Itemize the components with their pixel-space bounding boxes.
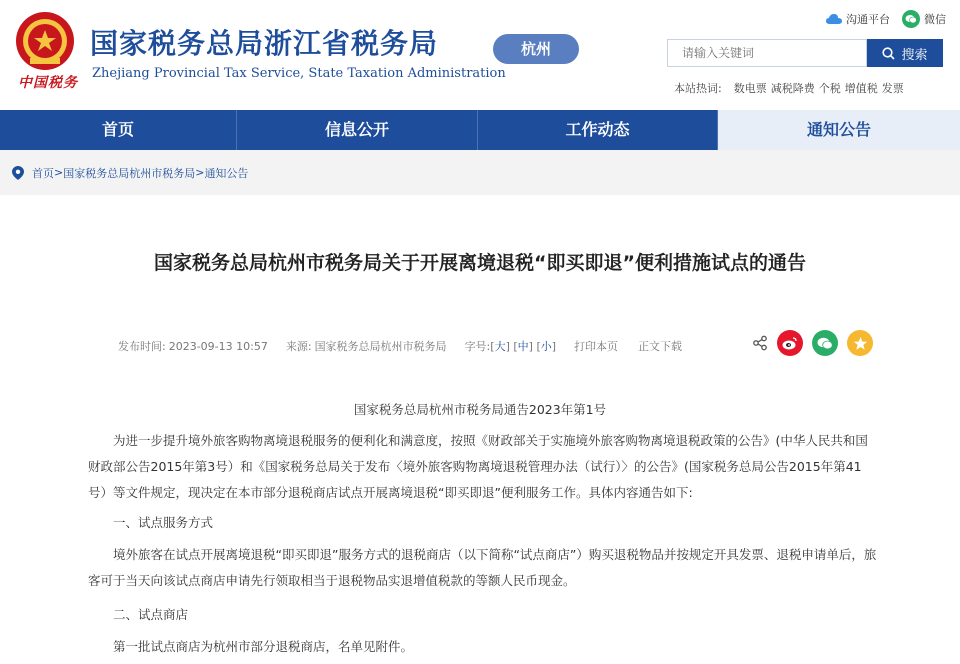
hot-word[interactable]: 发票 [881,82,904,95]
section-heading: 一、试点服务方式 [113,515,214,530]
weibo-icon[interactable] [777,330,803,356]
hot-word[interactable]: 增值税 [844,82,878,95]
hot-word[interactable]: 减税降费 [770,82,815,95]
font-size-small[interactable]: 小 [540,340,552,353]
main-nav [0,110,960,150]
publish-label: 发布时间: [118,340,166,353]
cloud-icon [826,14,842,24]
font-size-bracket: ] [ [528,339,541,353]
breadcrumb-hangzhou-bureau[interactable]: 国家税务总局杭州市税务局 [63,166,196,180]
article-paragraph: 境外旅客在试点开展离境退税“即买即退”服务方式的退税商店（以下简称“试点商店”）购买退税物品并按规定开具发票、退税申请单后，旅客可于当天向该试点商店申请先行领取相当于退税物品实退增值税款的等额人民币现金。 [88,547,877,588]
search-button-label: 搜索 [901,47,928,63]
article-paragraph: 为进一步提升境外旅客购物离境退税服务的便利化和满意度，按照《财政部关于实施境外旅客购物离境退税政策的公告》(中华人民共和国财政部公告2015年第3号）和《国家税务总局关于发布〈境外旅客购物离境退税管理办法（试行）〉的公告》(国家税务总局公告2015年第41号）等文件规定，现决定在本市部分退税商店试点开展离境退税“即买即退”便利服务工作。具体内容通告如下: [88,433,868,500]
top-link-label: 微信 [924,13,946,26]
nav-item-work-news[interactable]: 工作动态 [478,110,718,150]
article-title: 国家税务总局杭州市税务局关于开展离境退税“即买即退”便利措施试点的通告 [154,252,806,274]
print-link[interactable]: 打印本页 [574,340,619,353]
top-link-label: 沟通平台 [846,13,890,26]
nav-item-notices[interactable]: 通知公告 [718,110,960,150]
top-links [826,10,946,28]
share-row [752,330,873,356]
font-size-bracket: ] [551,339,557,353]
top-link-wechat[interactable] [902,10,946,28]
breadcrumb-separator: > [195,166,205,179]
font-size-medium[interactable]: 中 [517,340,529,353]
location-pin-icon [12,166,24,180]
favorite-icon[interactable] [847,330,873,356]
top-link-communication[interactable] [826,11,890,27]
download-link[interactable]: 正文下载 [638,340,683,353]
hot-words-label: 本站热词: [674,82,722,95]
breadcrumb-notices[interactable]: 通知公告 [204,166,249,180]
source-label: 来源: [285,340,312,353]
national-emblem-icon [14,10,76,72]
font-size-large[interactable]: 大 [494,340,506,353]
font-size-bracket: [ [490,339,495,353]
font-size-label: 字号: [464,340,491,353]
site-header [0,0,960,110]
article-paragraph: 第一批试点商店为杭州市部分退税商店，名单见附件。 [113,639,414,654]
publish-time: 2023-09-13 10:57 [168,339,268,353]
city-badge[interactable]: 杭州 [493,34,579,64]
site-subtitle: Zhejiang Provincial Tax Service, State Taxation Administration [92,66,506,81]
hot-word[interactable]: 个税 [818,82,841,95]
document-number: 国家税务总局杭州市税务局通告2023年第1号 [353,402,607,417]
tax-seal-logo: 中国税务 [18,75,78,91]
search-input[interactable] [667,39,867,67]
wechat-share-icon[interactable] [812,330,838,356]
hot-word[interactable]: 数电票 [733,82,767,95]
breadcrumb-separator: > [54,166,64,179]
font-size-bracket: ] [ [505,339,518,353]
hot-words [674,80,904,96]
site-title[interactable]: 国家税务总局浙江省税务局 [90,27,439,60]
wechat-icon [902,10,920,28]
breadcrumb-home[interactable]: 首页 [32,166,54,180]
search-icon [882,47,895,60]
share-icon[interactable] [752,335,768,351]
section-heading: 二、试点商店 [113,607,189,622]
nav-item-info-disclosure[interactable]: 信息公开 [237,110,478,150]
breadcrumb [0,150,960,195]
search-button[interactable] [867,39,943,67]
source-value: 国家税务总局杭州市税务局 [314,340,447,353]
nav-item-home[interactable]: 首页 [0,110,237,150]
